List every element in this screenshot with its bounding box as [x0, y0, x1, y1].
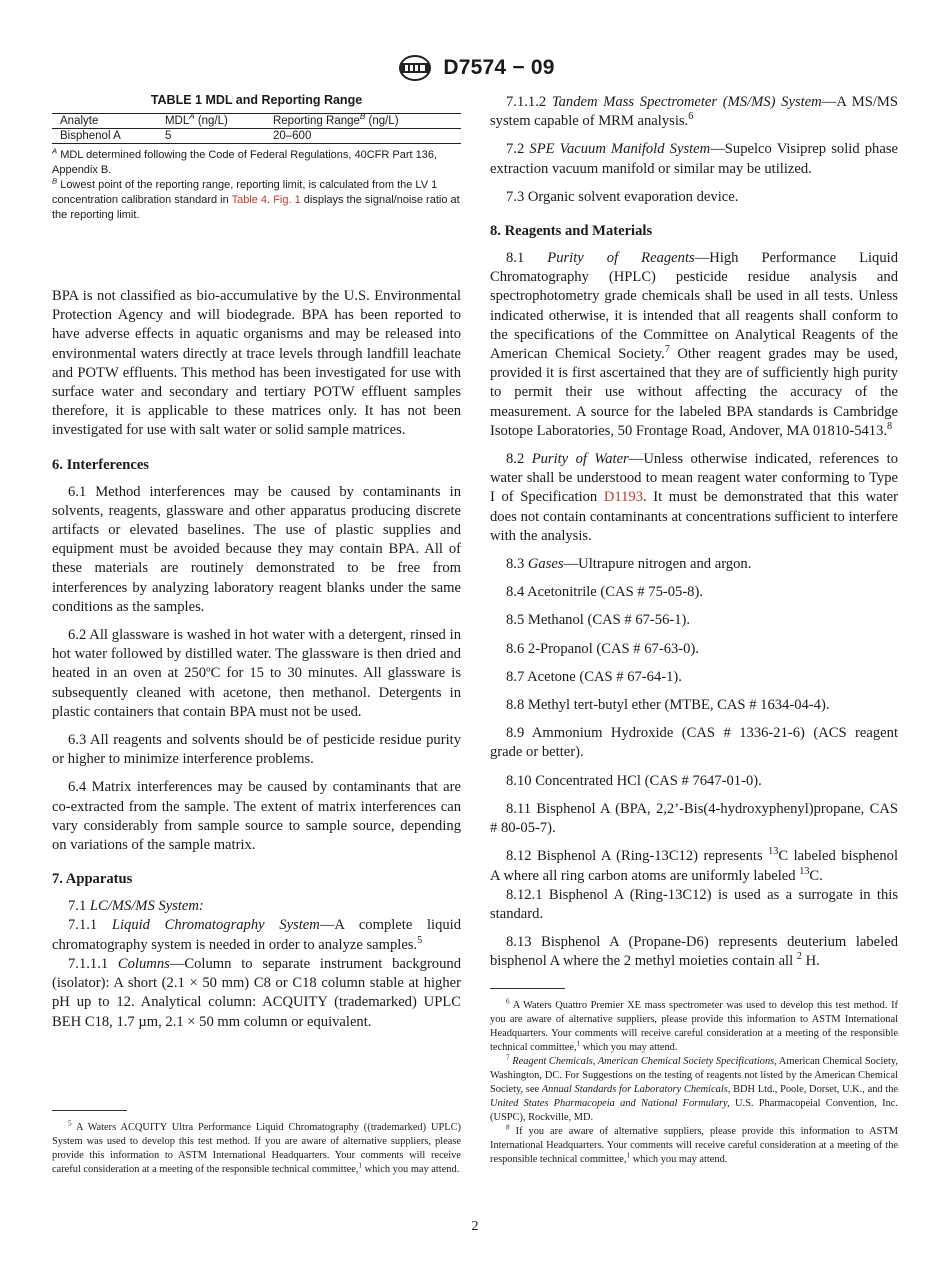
para-7-1-1-2: 7.1.1.2 Tandem Mass Spectrometer (MS/MS) System—A MS/MS system capable of MRM analysis.$^6$ — [490, 94, 899, 130]
para-8-12: 8.12 Bisphenol A (Ring-13C12) represents $^{13}$C labeled bisphenol A where all ring carbon atoms are uniformly labeled $^{13}$C. — [490, 846, 898, 884]
para-8-5: 8.5 Methanol (CAS # 67-56-1). — [506, 612, 691, 629]
para-7-3: 7.3 Organic solvent evaporation device. — [506, 188, 739, 205]
fig-1-link[interactable]: Fig. 1 — [273, 194, 301, 206]
header-analyte: Analyte — [52, 114, 157, 129]
mdl-table — [52, 113, 461, 144]
table-header-row — [52, 114, 461, 129]
footnote-8: $^8$ If you are aware of alternative suppliers, please provide this information to ASTM International Headquarters. Your comments will receive careful consideration at a meeting of the responsible technical committee,$^1$ which you may attend. — [490, 1123, 898, 1165]
header-reporting-range: Reporting Range$^B$ (ng/L) — [265, 114, 461, 129]
para-7-2: 7.2 SPE Vacuum Manifold System—Supelco Visiprep solid phase extraction vacuum manifold or similar may be utilized. — [490, 141, 898, 177]
para-7-1: 7.1 LC/MS/MS System: — [68, 898, 204, 915]
astm-logo-icon — [395, 54, 435, 82]
footnote-divider — [490, 988, 565, 989]
footnote-5: $^5$ A Waters ACQUITY Ultra Performance Liquid Chromatography ((trademarked) UPLC) System was used to develop this test method. If you are aware of alternative suppliers, please provide this information to ASTM International Headquarters. Your comments will receive careful consideration at a meeting of the responsible technical committee,$^1$ which you may attend. — [52, 1119, 461, 1175]
cell-analyte: Bisphenol A — [52, 129, 157, 144]
d1193-link[interactable]: D1193 — [603, 489, 644, 506]
cell-range: 20–600 — [265, 129, 461, 144]
para-6-1: 6.1 Method interferences may be caused by contaminants in solvents, reagents, glassware and other apparatus producing discrete artifacts or elevated baselines. The use of plastic supplies and equipment must be avoided because they may contain BPA. All of these materials are routinely demonstrated to be free from interferences by analyzing laboratory reagent blanks under the same conditions as the samples. — [52, 483, 461, 615]
footnote-divider — [52, 1110, 127, 1111]
table-note-b: $^B$ Lowest point of the reporting range, reporting limit, is calculated from the LV 1 concentration calibration standard in Table 4. Fig. 1 displays the signal/noise ratio at the reporting limit. — [52, 176, 460, 221]
para-8-12-1: 8.12.1 Bisphenol A (Ring-13C12) is used as a surrogate in this standard. — [490, 886, 898, 922]
para-8-11: 8.11 Bisphenol A (BPA, 2,2’-Bis(4-hydroxyphenyl)propane, CAS # 80-05-7). — [490, 800, 898, 837]
para-8-4: 8.4 Acetonitrile (CAS # 75-05-8). — [506, 584, 703, 601]
right-footnotes — [490, 988, 898, 1167]
cell-mdl: 5 — [157, 129, 265, 144]
para-6-3: 6.3 All reagents and solvents should be of pesticide residue purity or higher to minimize interference problems. — [52, 732, 461, 768]
header-mdl: $MDL^A$ (ng/L) — [157, 114, 265, 129]
intro-paragraph: BPA is not classified as bio-accumulative by the U.S. Environmental Protection Agency and will biodegrade. BPA has been reported to have adverse effects in aquatic organisms and may be released into environmental waters directly at trace levels through landfill leachate and POTW effluents. This method has been investigated for use with surface water and secondary and tertiary POTW effluent samples therefore, it is applicable to these matrices only. It has not been investigated for use with salt water or solid sample matrices. — [52, 288, 461, 439]
para-8-1: 8.1 Purity of Reagents—High Performance Liquid Chromatography (HPLC) pesticide residue analysis and spectrophotometry grade chemicals shall be used in all tests. Unless indicated otherwise, it is intended that all reagents shall conform to the specifications of the Committee on Analytical Reagents of the American Chemical Society.$^7$ Other reagent grades may be used, provided it is first ascertained that they are of sufficiently high purity to permit their use without affecting the accuracy of the measurement. A source for the labeled BPA standards is Cambridge Isotope Laboratories, 50 Frontage Road, Andover, MA 01810-5413.$^8$ — [490, 250, 899, 439]
table-4-link[interactable]: Table 4 — [231, 194, 268, 206]
para-6-4: 6.4 Matrix interferences may be caused by contaminants that are co-extracted from the sample. The extent of matrix interferences can vary considerably from sample source to sample source, depending on variations of the sample matrix. — [52, 779, 461, 854]
para-8-13: 8.13 Bisphenol A (Propane-D6) represents deuterium labeled bisphenol A where the 2 methyl moieties contain all $^2$ H. — [490, 934, 898, 970]
para-8-8: 8.8 Methyl tert-butyl ether (MTBE, CAS # 1634-04-4). — [506, 697, 830, 714]
section-7-title: 7. Apparatus — [52, 871, 133, 888]
footnote-7: $^7$ Reagent Chemicals, American Chemical Society Specifications, American Chemical Society, Washington, DC. For Suggestions on the testing of reagents not listed by the American Chemical Society, see Annual Standards for Laboratory Chemicals, BDH Ltd., Poole, Dorset, U.K., and the United States Pharmacopeia and National Formulary, U.S. Pharmacopeial Convention, Inc. (USPC), Rockville, MD. — [490, 1053, 898, 1123]
para-7-1-1: 7.1.1 Liquid Chromatography System—A complete liquid chromatography system is needed in order to analyze samples.$^5$ — [52, 917, 462, 953]
right-column — [490, 93, 898, 981]
table-notes — [52, 148, 461, 223]
left-column — [52, 93, 461, 1041]
para-7-1-1-1: 7.1.1.1 Columns—Column to separate instrument background (isolator): A short (2.1 × 50 mm) C8 or C18 column stable at higher pH up to 12. Analytical column: ACQUITY (trademarked) UPLC BEH C18, 1.7 µm, 2.1 × 50 mm column or equivalent. — [52, 955, 461, 1030]
section-6-title: 6. Interferences — [52, 456, 149, 473]
para-8-10: 8.10 Concentrated HCl (CAS # 7647-01-0). — [506, 772, 762, 789]
table-caption: TABLE 1 MDL and Reporting Range — [150, 93, 363, 107]
page-header — [0, 54, 950, 82]
left-footnotes — [52, 1110, 461, 1177]
left-body — [52, 287, 461, 1032]
document-designation: D7574 − 09 — [443, 56, 555, 79]
para-8-7: 8.7 Acetone (CAS # 67-64-1). — [506, 668, 682, 685]
para-6-2: 6.2 All glassware is washed in hot water with a detergent, rinsed in hot water followed by distilled water. The glassware is then dried and heated in an oven at 250ºC for 15 to 30 minutes. All glassware is subsequently cleaned with acetone, then methanol. Detergents in plastic containers that contain BPA must not be used. — [52, 627, 461, 720]
para-8-3: 8.3 Gases—Ultrapure nitrogen and argon. — [506, 556, 752, 573]
page-number: 2 — [471, 1219, 479, 1234]
para-8-6: 8.6 2-Propanol (CAS # 67-63-0). — [506, 640, 699, 657]
table-note-a: $^A$ MDL determined following the Code of Federal Regulations, 40CFR Part 136, Appendix B. — [52, 146, 438, 176]
para-8-9: 8.9 Ammonium Hydroxide (CAS # 1336-21-6) (ACS reagent grade or better). — [490, 725, 898, 761]
section-8-title: 8. Reagents and Materials — [490, 223, 653, 240]
para-8-2: 8.2 Purity of Water—Unless otherwise indicated, references to water shall be understood to mean reagent water conforming to Type I of Specification D1193. It must be demonstrated that this water does not contain contaminants at concentrations sufficient to interfere with the analysis. — [490, 451, 898, 544]
table-row — [52, 129, 461, 144]
footnote-6: $^6$ A Waters Quattro Premier XE mass spectrometer was used to develop this test method. If you are aware of alternative suppliers, please provide this information to ASTM International Headquarters. Your comments will receive careful consideration at a meeting of the responsible technical committee,$^1$ which you may attend. — [490, 997, 898, 1053]
